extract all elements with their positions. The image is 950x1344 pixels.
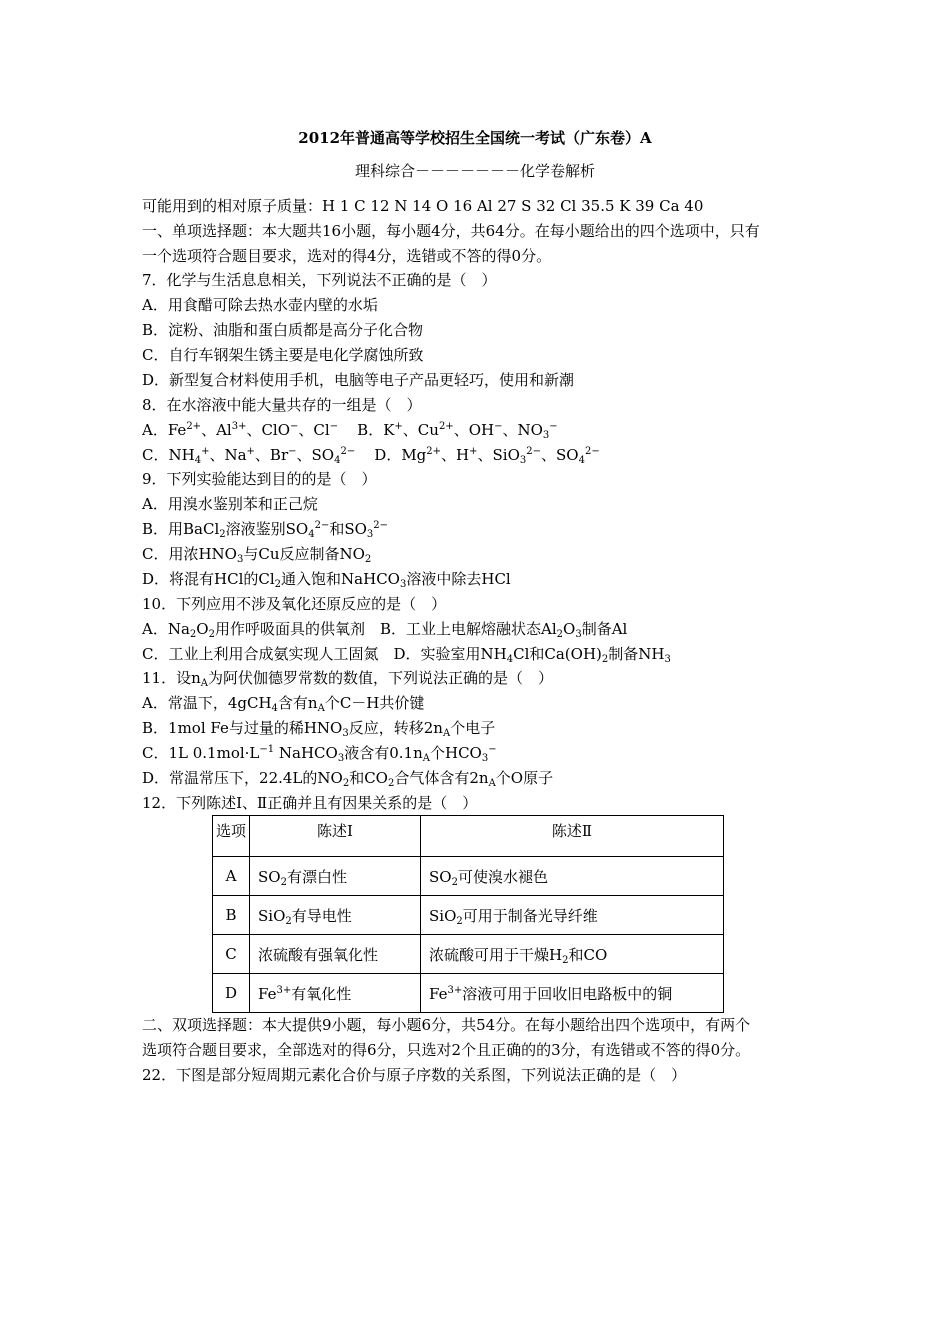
table-row (213, 974, 724, 1013)
q11-option-b: B．1mol Fe与过量的稀$HNO_3$反应，转移$2n_A$个电子 (142, 719, 496, 739)
section1-line2: 一个选项符合题目要求，选对的得4分，选错或不答的得0分。 (142, 247, 552, 265)
q9-option-b: B．用BaCl$_2$溶液鉴别$SO_4^{2-}$和$SO_3^{2-}$ (142, 520, 389, 540)
table-header-cell: 陈述Ⅱ (421, 816, 724, 857)
table-header-cell: 陈述Ⅰ (250, 816, 421, 857)
table-cell: C (213, 935, 250, 974)
table-header-row (213, 816, 724, 857)
table-cell: $SO_2$可使溴水褪色 (421, 857, 724, 896)
page-subtitle: 理科综合－－－－－－－化学卷解析 (354, 162, 595, 180)
table-cell: B (213, 896, 250, 935)
table-cell: A (213, 857, 250, 896)
q22-stem: 22．下图是部分短周期元素化合价与原子序数的关系图，下列说法正确的是（ ） (142, 1066, 687, 1084)
q9-option-a: A．用溴水鉴别苯和正己烷 (142, 495, 318, 513)
q7-option-b: B．淀粉、油脂和蛋白质都是高分子化合物 (142, 321, 424, 339)
page-title: 2012年普通高等学校招生全国统一考试（广东卷）A (298, 129, 652, 147)
q10-stem: 10．下列应用不涉及氧化还原反应的是（ ） (142, 595, 447, 613)
q8-options-ab: A．$Fe^{2+}$、$Al^{3+}$、ClO−、Cl− B．K+、$Cu^{2+}$、OH−、$NO_3^-$ (142, 421, 558, 441)
q12-table (212, 815, 724, 1013)
q9-option-d: D．将混有HCl的$Cl_2$通入饱和NaHCO$_3$溶液中除去HCl (142, 570, 511, 590)
table-cell: $Fe^{3+}$有氧化性 (250, 974, 421, 1013)
q11-option-a: A．常温下，4gCH$_4$含有$n_A$个C－H共价键 (142, 694, 425, 714)
table-cell: SiO$_2$可用于制备光导纤维 (421, 896, 724, 935)
q9-option-c: C．用浓$HNO_3$与Cu反应制备$NO_2$ (142, 545, 372, 565)
q7-option-d: D．新型复合材料使用手机，电脑等电子产品更轻巧，使用和新潮 (142, 371, 575, 389)
table-header-cell: 选项 (213, 816, 250, 857)
q11-option-d: D．常温常压下，22.4L的$NO_2$和$CO_2$合气体含有$2n_A$个O原子 (142, 769, 554, 789)
atomic-mass-line: 可能用到的相对原子质量：H 1 C 12 N 14 O 16 Al 27 S 32 Cl 35.5 K 39 Ca 40 (142, 197, 704, 215)
q8-stem: 8．在水溶液中能大量共存的一组是（ ） (142, 396, 422, 414)
q8-options-cd: C．$NH_4^+$、Na+、Br−、$SO_4^{2-}$ D．$Mg^{2+}$、H+、SiO$_3^{2-}$、$SO_4^{2-}$ (142, 446, 600, 466)
q10-options-ab: A．$Na_2O_2$用作呼吸面具的供氧剂 B．工业上电解熔融状态$Al_2O_3$制备Al (142, 620, 628, 640)
q7-option-a: A．用食醋可除去热水壶内壁的水垢 (142, 296, 378, 314)
table-cell: 浓硫酸有强氧化性 (250, 935, 421, 974)
q9-stem: 9．下列实验能达到目的的是（ ） (142, 470, 377, 488)
q7-option-c: C．自行车钢架生锈主要是电化学腐蚀所致 (142, 346, 424, 364)
table-row (213, 857, 724, 896)
q10-options-cd: C．工业上利用合成氨实现人工固氮 D．实验室用$NH_4Cl$和$Ca(OH)_2$制备$NH_3$ (142, 645, 671, 665)
section2-line1: 二、双项选择题：本大提供9小题，每小题6分，共54分。在每小题给出四个选项中，有两个 (142, 1016, 751, 1034)
section2-line2: 选项符合题目要求，全部选对的得6分，只选对2个且正确的的3分，有选错或不答的得0分。 (142, 1041, 751, 1059)
section1-line1: 一、单项选择题：本大题共16小题，每小题4分，共64分。在每小题给出的四个选项中，只有 (142, 222, 760, 240)
table-cell: $SO_2$有漂白性 (250, 857, 421, 896)
table-cell: D (213, 974, 250, 1013)
q11-stem: 11．设$n_A$为阿伏伽德罗常数的数值，下列说法正确的是（ ） (142, 669, 553, 689)
table-cell: $Fe^{3+}$溶液可用于回收旧电路板中的铜 (421, 974, 724, 1013)
q12-stem: 12．下列陈述Ⅰ、Ⅱ正确并且有因果关系的是（ ） (142, 794, 478, 812)
table-cell: SiO$_2$有导电性 (250, 896, 421, 935)
table-row (213, 935, 724, 974)
q7-stem: 7．化学与生活息息相关，下列说法不正确的是（ ） (142, 271, 497, 289)
q11-option-c: C．1L $0.1mol\cdot L^{-1}$ NaHCO$_3$液含有$0.1n_A$个$HCO_3^-$ (142, 744, 497, 764)
table-cell: 浓硫酸可用于干燥$H_2$和CO (421, 935, 724, 974)
table-row (213, 896, 724, 935)
